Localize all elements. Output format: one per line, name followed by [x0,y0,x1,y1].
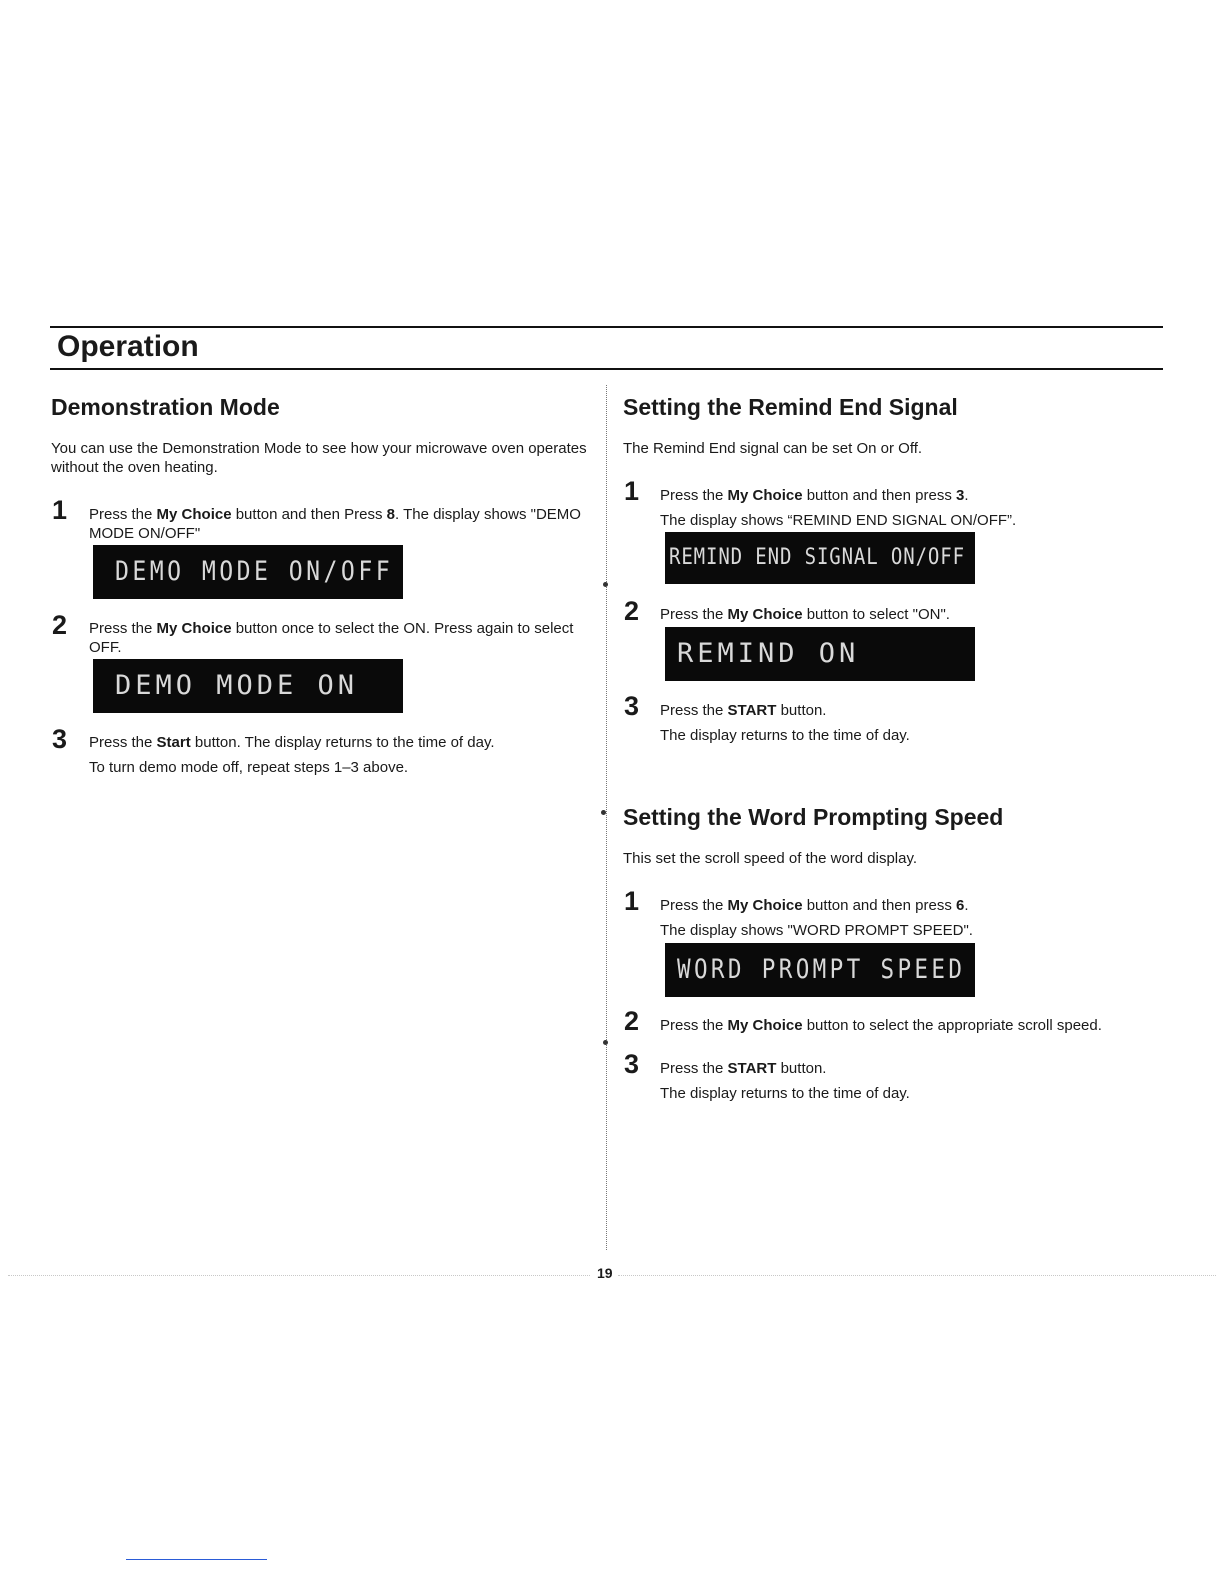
word-step-2-number: 2 [624,1006,640,1036]
column-divider [606,385,607,1250]
word-intro: This set the scroll speed of the word display. [623,850,918,867]
bullet-dot [601,810,606,815]
footer-rule-left [8,1275,590,1276]
remind-display-on: REMIND ON [665,627,975,681]
remind-step-1-note: The display shows “REMIND END SIGNAL ON/OFF”. [660,512,1017,529]
demo-step-3-note: To turn demo mode off, repeat steps 1–3 above. [89,759,409,776]
demo-intro: You can use the Demonstration Mode to see how your microwave oven operates without the oven heating. [51,440,587,476]
word-step-3-note: The display returns to the time of day. [660,1085,910,1102]
word-step-3-number: 3 [624,1049,640,1079]
demo-step-2-number: 2 [52,610,68,640]
demo-display-on-off: DEMO MODE ON/OFF [93,545,403,599]
demo-step-2-text: Press the My Choice button once to select the ON. Press again to select OFF. [89,620,574,656]
remind-step-3-note: The display returns to the time of day. [660,727,910,744]
demo-step-1-number: 1 [52,495,68,525]
bullet-dot [603,1040,608,1045]
word-display: WORD PROMPT SPEED [665,943,975,997]
word-step-1-note: The display shows "WORD PROMPT SPEED". [660,922,973,939]
remind-step-3-text: Press the START button. [660,702,827,719]
word-step-2-text: Press the My Choice button to select the appropriate scroll speed. [660,1017,1102,1034]
word-step-3-text: Press the START button. [660,1060,827,1077]
remind-intro: The Remind End signal can be set On or Off. [623,440,923,457]
footer-rule-right [618,1275,1216,1276]
page-number: 19 [597,1265,613,1281]
demo-step-3-number: 3 [52,724,68,754]
remind-step-2-text: Press the My Choice button to select "ON". [660,606,950,623]
remind-step-3-number: 3 [624,691,640,721]
demo-heading: Demonstration Mode [51,394,280,420]
demo-display-on: DEMO MODE ON [93,659,403,713]
demo-step-1-text: Press the My Choice button and then Press 8. The display shows "DEMO MODE ON/OFF" [89,506,581,542]
word-step-1-text: Press the My Choice button and then press 6. [660,897,969,914]
remind-step-2-number: 2 [624,596,640,626]
header-top-rule [50,326,1163,328]
bullet-dot [603,582,608,587]
blue-underline [126,1559,267,1560]
word-step-1-number: 1 [624,886,640,916]
remind-heading: Setting the Remind End Signal [623,394,958,420]
remind-step-1-number: 1 [624,476,640,506]
demo-step-3-text: Press the Start button. The display returns to the time of day. [89,734,495,751]
remind-step-1-text: Press the My Choice button and then press 3. [660,487,969,504]
page-title: Operation [57,330,199,363]
remind-display-on-off: REMIND END SIGNAL ON/OFF [665,532,975,584]
word-heading: Setting the Word Prompting Speed [623,804,1004,830]
header-bottom-rule [50,368,1163,370]
